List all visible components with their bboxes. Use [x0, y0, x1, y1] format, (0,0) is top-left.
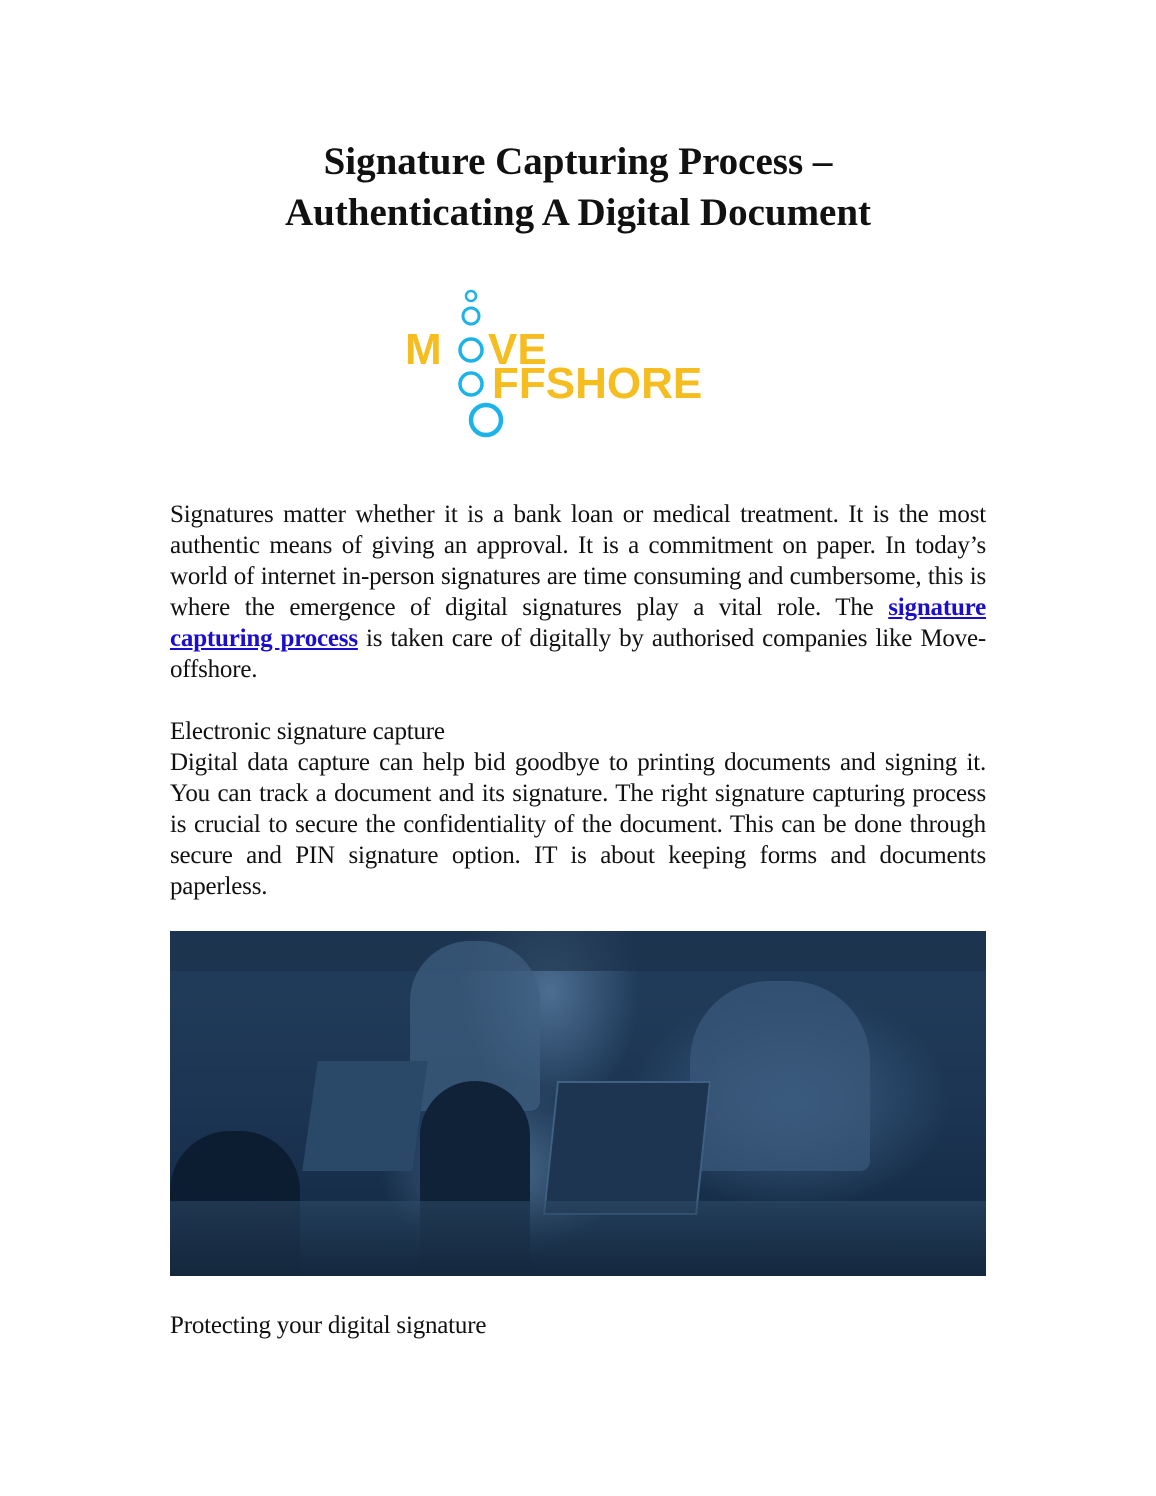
- svg-text:VE: VE: [488, 325, 547, 374]
- svg-text:M: M: [405, 325, 442, 374]
- intro-text-start: Signatures matter whether it is a bank loan or medical treatment. It is the most authentic means of giving an approval. It is a commitment on paper. In today’s world of internet in-person signatures are time consuming and cumbersome, this is where the emergence of digital signatures play a vital role. The: [170, 501, 986, 621]
- section-protecting-signature: [170, 1310, 986, 1341]
- team-working-on-laptops-photo: [170, 931, 986, 1276]
- signature-capturing-process-link[interactable]: signature capturing process: [170, 594, 986, 652]
- section-body: Digital data capture can help bid goodbye to printing documents and signing it. You can track a document and its signature. The right signature capturing process is crucial to secure the confidentiality of the document. This can be done through secure and PIN signature option. IT is about keeping forms and documents paperless.: [170, 749, 986, 900]
- move-offshore-logo: [400, 285, 760, 445]
- logo-graphic: [400, 285, 760, 445]
- page-title: [0, 136, 1156, 238]
- intro-text-end: is taken care of digitally by authorised companies like Move-offshore.: [170, 625, 986, 683]
- section-heading: Electronic signature capture: [170, 718, 445, 745]
- svg-text:FFSHORE: FFSHORE: [492, 359, 703, 408]
- intro-paragraph: [170, 499, 986, 685]
- section-electronic-signature: [170, 716, 986, 902]
- section-heading: Protecting your digital signature: [170, 1312, 487, 1339]
- title-line-1: Signature Capturing Process –: [323, 140, 833, 183]
- title-line-2: Authenticating A Digital Document: [284, 191, 872, 234]
